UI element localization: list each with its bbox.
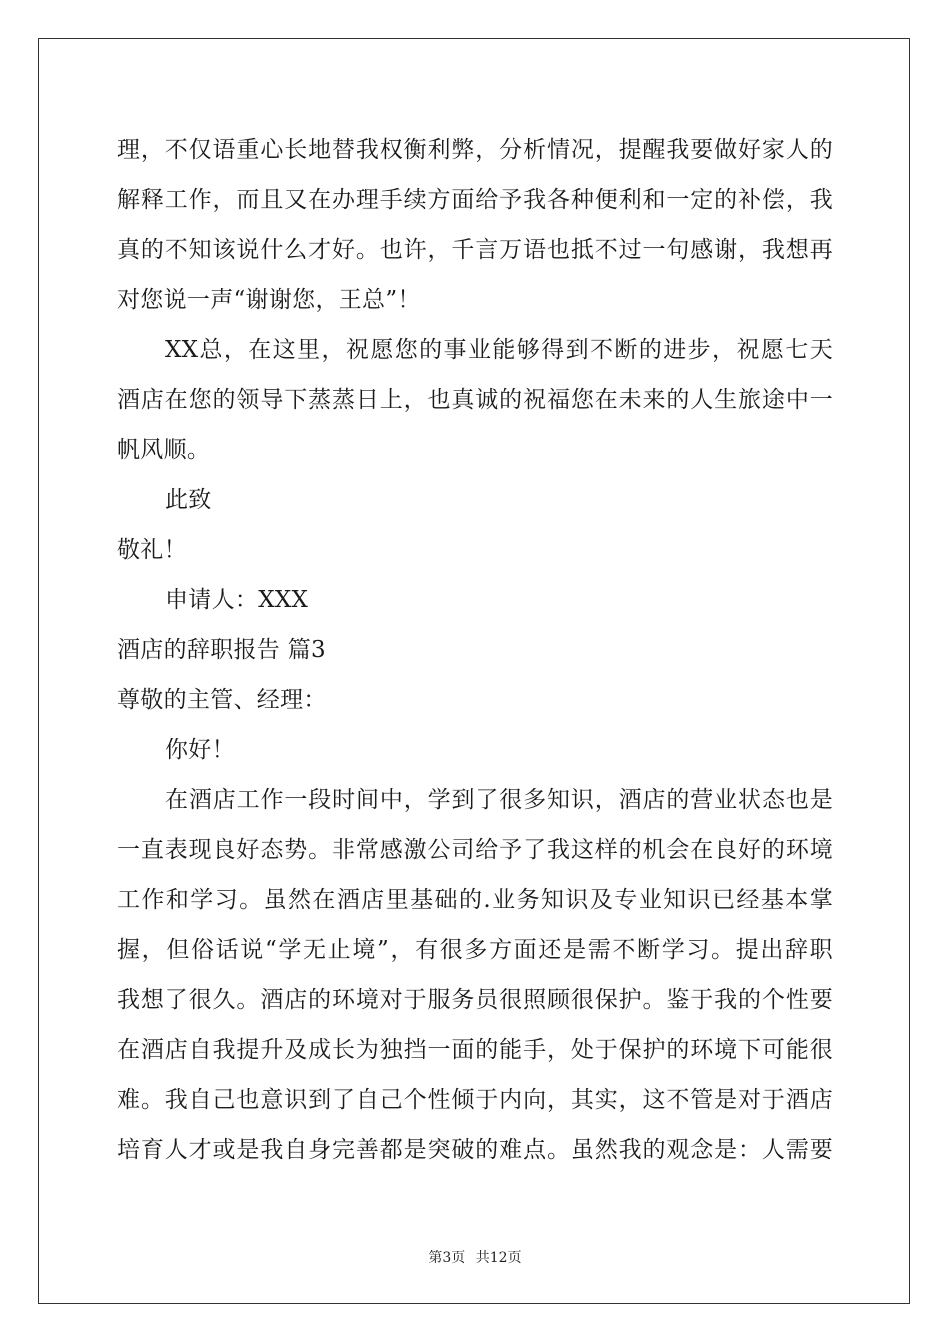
section-title: 酒店的辞职报告 篇3 (117, 637, 326, 663)
text-line: 对您说一声“谢谢您，王总”！ (117, 287, 421, 313)
text-line: 握，但俗话说“学无止境”，有很多方面还是需不断学习。提出辞职 (117, 937, 833, 963)
text-line: 一直表现良好态势。非常感激公司给予了我这样的机会在良好的环境 (117, 837, 833, 863)
text-line: 我想了很久。酒店的环境对于服务员很照顾很保护。鉴于我的个性要 (117, 987, 833, 1013)
closing-greeting: 敬礼！ (117, 537, 187, 563)
closing-salutation: 此致 (165, 487, 212, 513)
letter-greeting: 你好！ (165, 737, 235, 763)
letter-addressee: 尊敬的主管、经理： (117, 687, 327, 713)
text-line: 在酒店自我提升及成长为独挡一面的能手，处于保护的环境下可能很 (117, 1037, 833, 1063)
text-line: 培育人才或是我自身完善都是突破的难点。虽然我的观念是：人需要 (117, 1137, 833, 1163)
total-pages: 共12页 (475, 1250, 522, 1266)
text-line: 理，不仅语重心长地替我权衡利弊，分析情况，提醒我要做好家人的 (117, 137, 833, 163)
text-line: XX总，在这里，祝愿您的事业能够得到不断的进步，祝愿七天 (165, 337, 833, 363)
text-line: 真的不知该说什么才好。也许，千言万语也抵不过一句感谢，我想再 (117, 237, 833, 263)
text-line: 酒店在您的领导下蒸蒸日上，也真诚的祝福您在未来的人生旅途中一 (117, 387, 833, 413)
document-body (117, 125, 833, 1175)
text-line: 解释工作，而且又在办理手续方面给予我各种便利和一定的补偿，我 (117, 187, 833, 213)
text-line: 难。我自己也意识到了自己个性倾于内向，其实，这不管是对于酒店 (117, 1087, 833, 1113)
page-footer (0, 1247, 950, 1267)
text-line: 工作和学习。虽然在酒店里基础的.业务知识及专业知识已经基本掌 (117, 887, 833, 913)
text-line: 在酒店工作一段时间中，学到了很多知识，酒店的营业状态也是 (165, 787, 833, 813)
applicant-signature: 申请人：XXX (165, 587, 309, 613)
page-number: 第3页 (428, 1250, 466, 1266)
text-line: 帆风顺。 (117, 437, 211, 463)
